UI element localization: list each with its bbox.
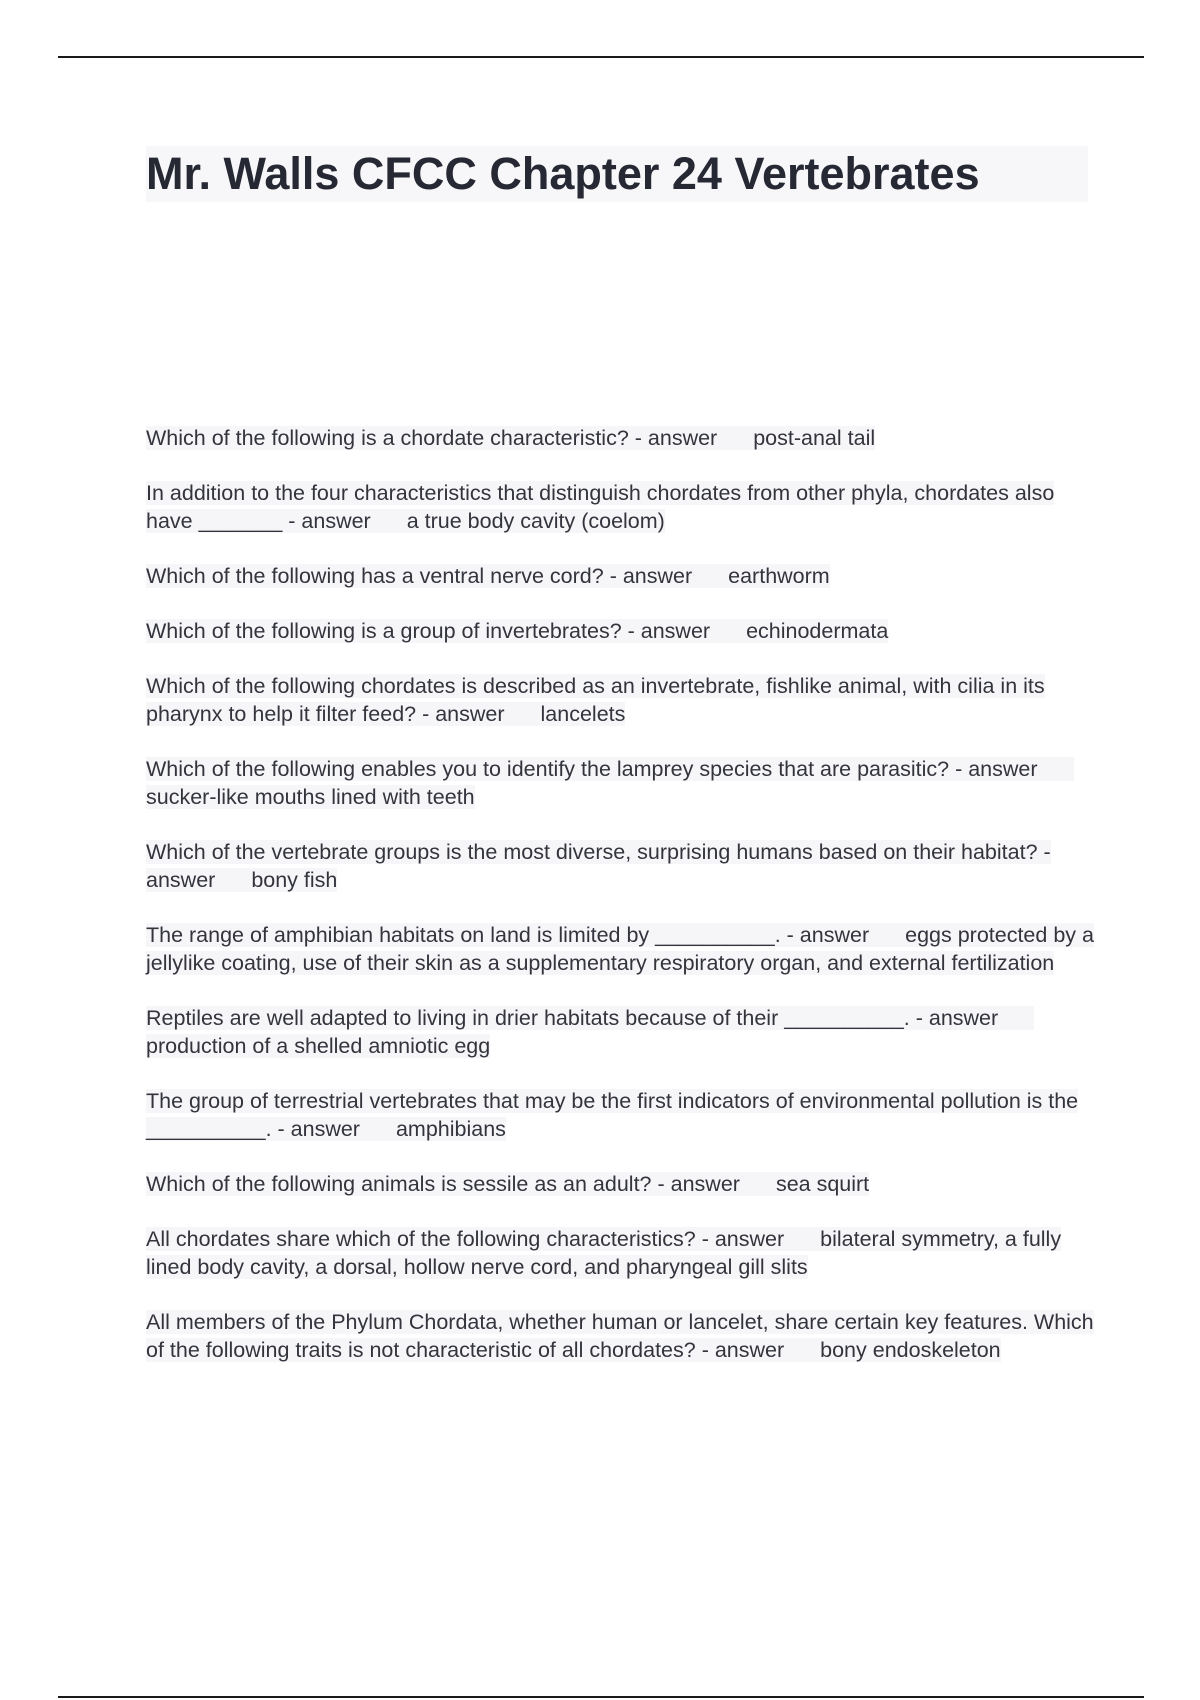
qa-item xyxy=(146,617,1096,645)
answer-text: earthworm xyxy=(728,564,830,588)
question-text: All chordates share which of the following characteristics? xyxy=(146,1227,696,1251)
qa-item xyxy=(146,1170,1096,1198)
qa-item xyxy=(146,1225,1096,1281)
qa-item xyxy=(146,479,1096,535)
answer-text: lancelets xyxy=(540,702,626,726)
question-text: Which of the vertebrate groups is the most diverse, surprising humans based on their habitat? xyxy=(146,840,1038,864)
qa-item xyxy=(146,672,1096,728)
answer-marker: - answer xyxy=(621,619,711,643)
question-text: Which of the following chordates is described as an invertebrate, fishlike animal, with cilia in its pharynx to help it filter feed? xyxy=(146,674,1045,726)
question-text: The group of terrestrial vertebrates that may be the first indicators of environmental pollution is the __________. xyxy=(146,1089,1079,1141)
question-text: Which of the following is a group of invertebrates? xyxy=(146,619,622,643)
qa-item xyxy=(146,1004,1096,1060)
answer-text: a true body cavity (coelom) xyxy=(406,509,665,533)
qa-item xyxy=(146,921,1096,977)
question-text: Which of the following enables you to identify the lamprey species that are parasitic? xyxy=(146,757,950,781)
top-rule xyxy=(58,56,1144,58)
qa-item xyxy=(146,562,1096,590)
answer-marker: - answer xyxy=(271,1117,360,1141)
answer-marker: - answer xyxy=(146,840,1051,892)
qa-item xyxy=(146,838,1096,894)
question-text: In addition to the four characteristics that distinguish chordates from other phyla, chordates also have _______ xyxy=(146,481,1055,533)
qa-item xyxy=(146,1308,1096,1364)
answer-text: sucker-like mouths lined with teeth xyxy=(146,785,475,809)
answer-marker: - answer xyxy=(909,1006,999,1030)
qa-item xyxy=(146,1087,1096,1143)
qa-list xyxy=(146,424,1096,1391)
bottom-rule xyxy=(58,1696,1144,1698)
question-text: All members of the Phylum Chordata, whether human or lancelet, share certain key features. Which of the following traits is not characteristic of all chordates? xyxy=(146,1310,1094,1362)
page-title: Mr. Walls CFCC Chapter 24 Vertebrates xyxy=(146,148,980,199)
question-text: Which of the following has a ventral nerve cord? xyxy=(146,564,604,588)
qa-item xyxy=(146,755,1096,811)
answer-marker: - answer xyxy=(628,426,718,450)
answer-marker: - answer xyxy=(695,1227,785,1251)
answer-marker: - answer xyxy=(949,757,1038,781)
question-text: Which of the following is a chordate characteristic? xyxy=(146,426,629,450)
answer-marker: - answer xyxy=(695,1338,785,1362)
answer-marker: - answer xyxy=(780,923,870,947)
answer-text: sea squirt xyxy=(775,1172,870,1196)
answer-text: post-anal tail xyxy=(753,426,876,450)
qa-item xyxy=(146,424,1096,452)
answer-text: amphibians xyxy=(395,1117,506,1141)
question-text: The range of amphibian habitats on land is limited by __________. xyxy=(146,923,781,947)
question-text: Reptiles are well adapted to living in drier habitats because of their __________. xyxy=(146,1006,910,1030)
answer-marker: - answer xyxy=(651,1172,740,1196)
answer-text: eggs protected by a jellylike coating, use of their skin as a supplementary respiratory organ, and external fertilization xyxy=(146,923,1094,975)
answer-text: production of a shelled amniotic egg xyxy=(146,1034,491,1058)
answer-marker: - answer xyxy=(282,509,371,533)
answer-marker: - answer xyxy=(603,564,693,588)
answer-marker: - answer xyxy=(416,702,505,726)
answer-text: bony endoskeleton xyxy=(820,1338,1001,1362)
answer-text: bony fish xyxy=(251,868,338,892)
answer-text: bilateral symmetry, a fully lined body cavity, a dorsal, hollow nerve cord, and pharyngeal gill slits xyxy=(146,1227,1062,1279)
answer-text: echinodermata xyxy=(746,619,889,643)
question-text: Which of the following animals is sessile as an adult? xyxy=(146,1172,652,1196)
